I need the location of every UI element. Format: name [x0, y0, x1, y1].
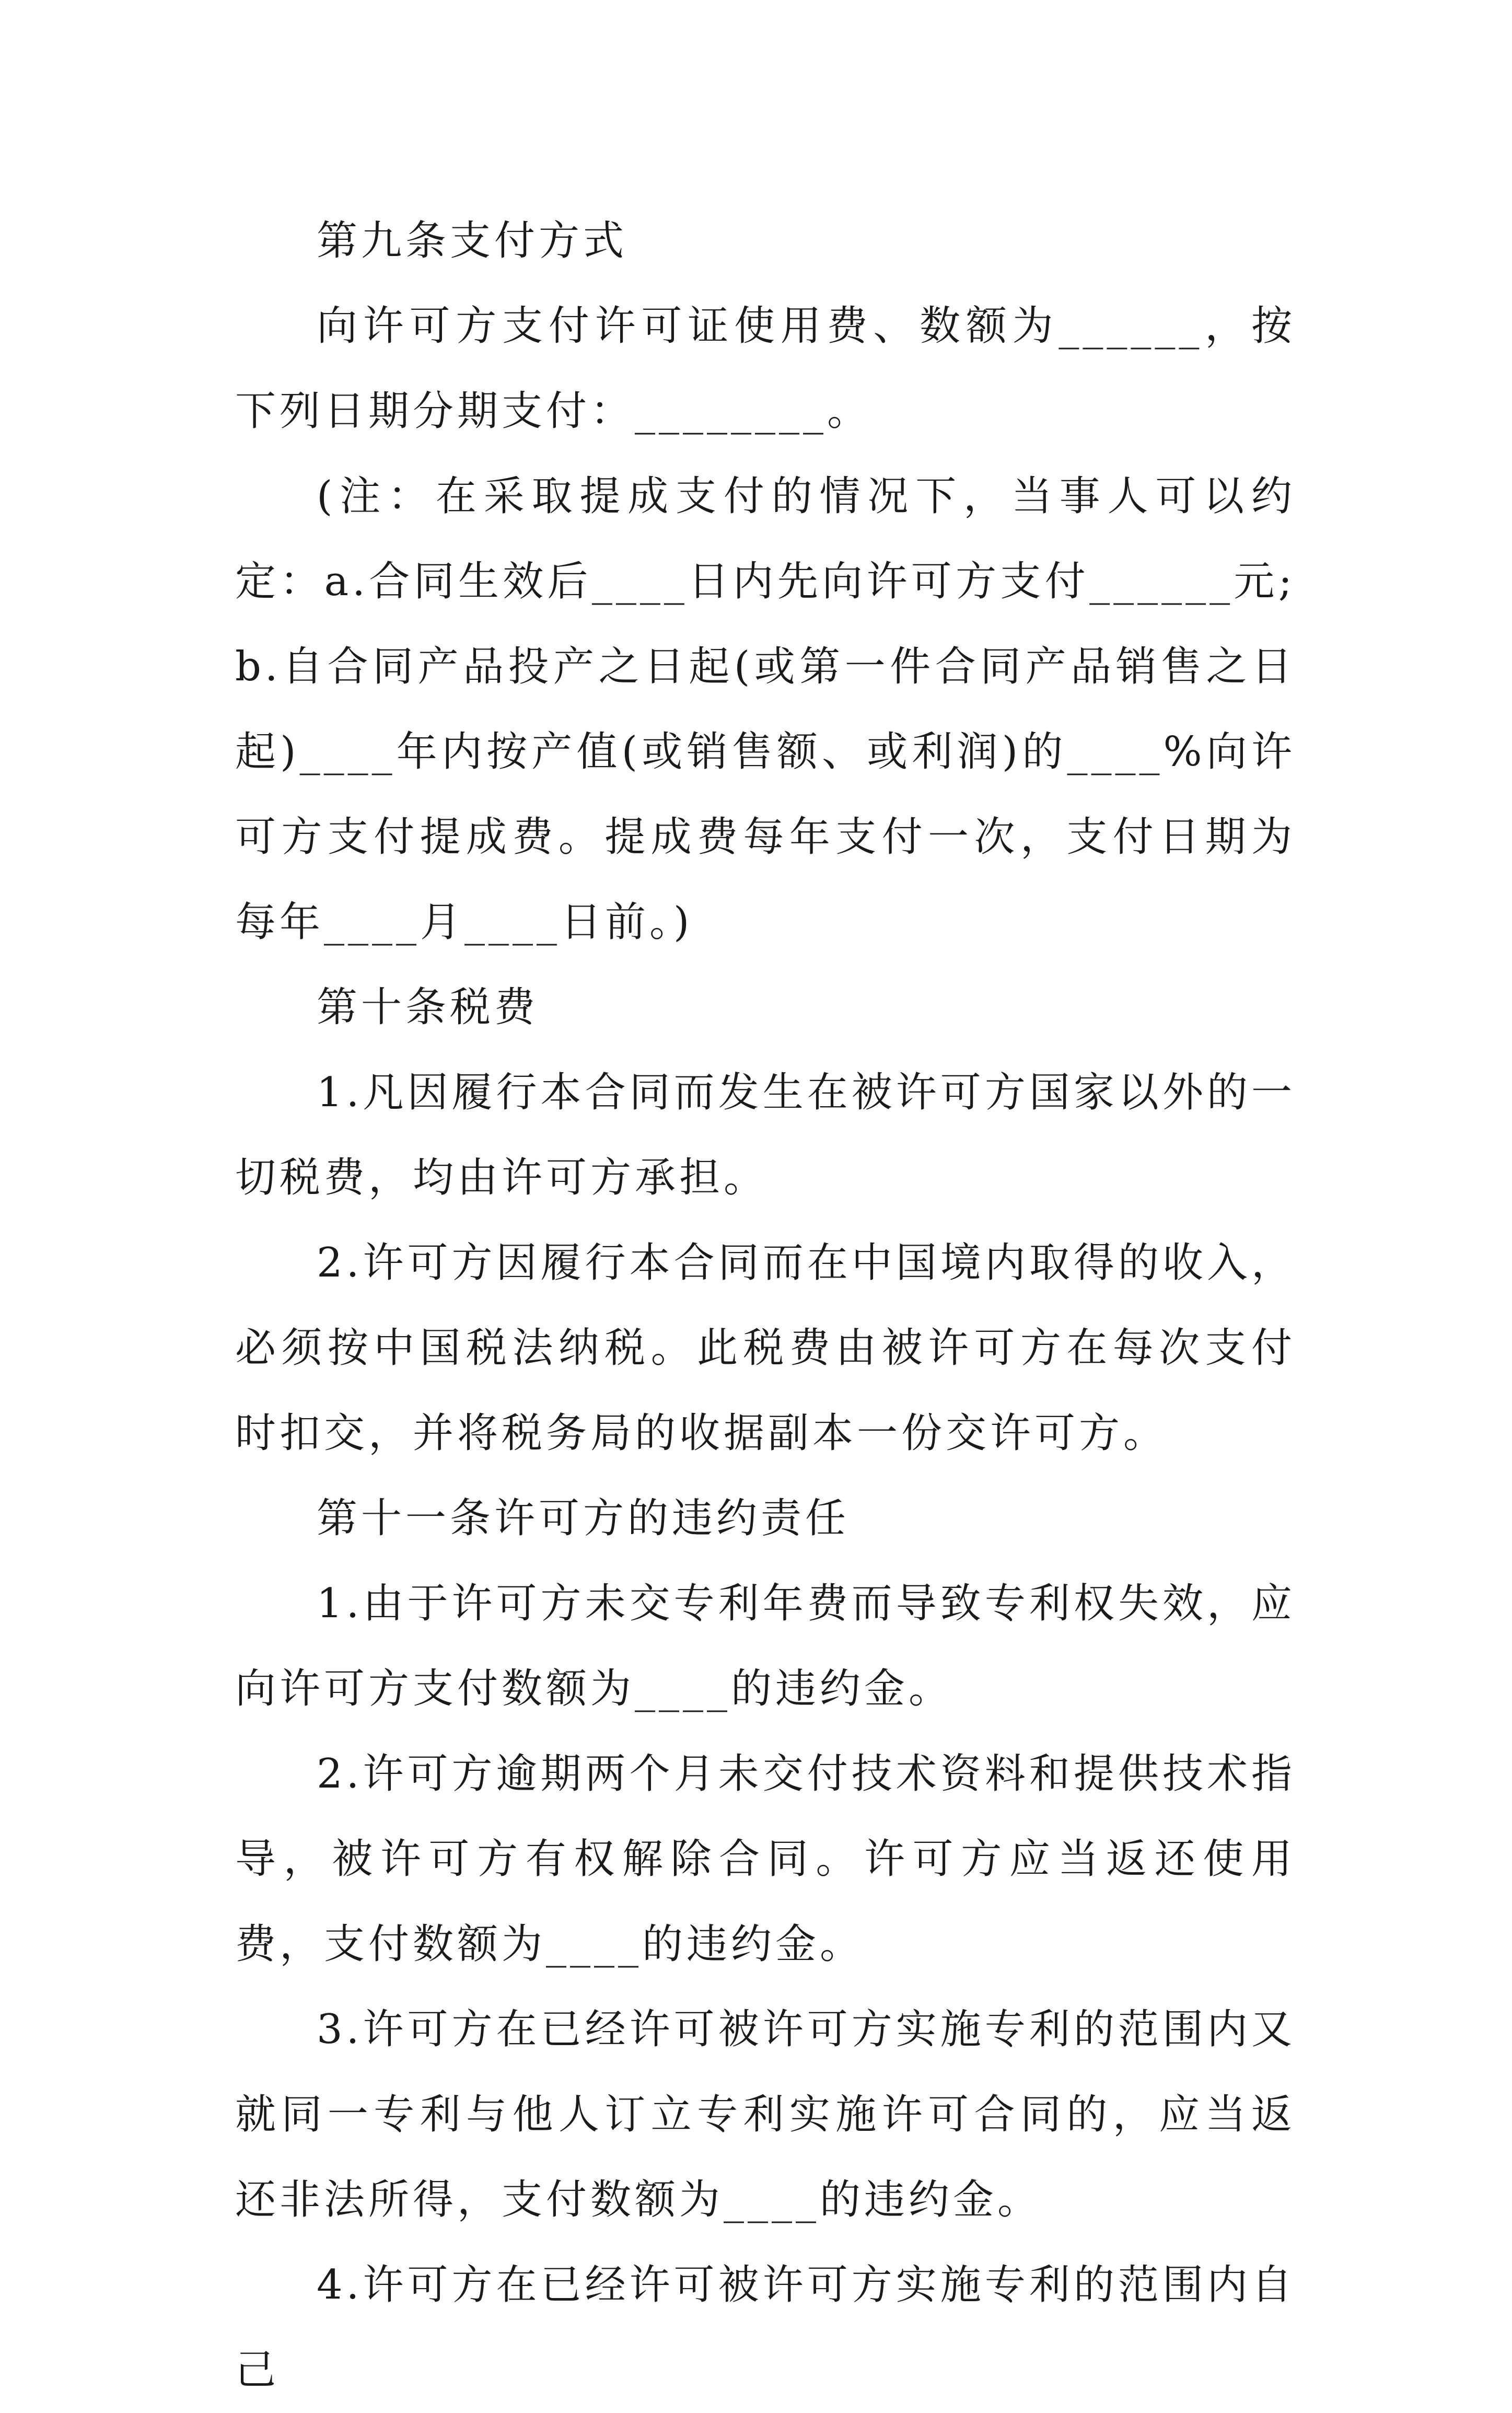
tax-clause-2: 2.许可方因履行本合同而在中国境内取得的收入，必须按中国税法纳税。此税费由被许可方在每次支付时扣交，并将税务局的收据副本一份交许可方。	[235, 1239, 1296, 1457]
article-11-heading: 第十一条许可方的违约责任	[317, 1495, 850, 1542]
article-9-heading: 第九条支付方式	[317, 217, 628, 264]
liability-clause-3: 3.许可方在已经许可被许可方实施专利的范围内又就同一专利与他人订立专利实施许可合同的，应当返还非法所得，支付数额为____的违约金。	[235, 2006, 1296, 2223]
tax-clause-1: 1.凡因履行本合同而发生在被许可方国家以外的一切税费，均由许可方承担。	[235, 1069, 1296, 1201]
royalty-note: (注：在采取提成支付的情况下，当事人可以约定：a.合同生效后____日内先向许可方支付______元;b.自合同产品投产之日起(或第一件合同产品销售之日起)____年内按产值(或销售额、或利润)的____%向许可方支付提成费。提成费每年支付一次，支付日期为每年____月____日前。)	[235, 473, 1296, 946]
liability-clause-4: 4.许可方在已经许可被许可方实施专利的范围内自己	[235, 2261, 1296, 2394]
article-10-heading: 第十条税费	[317, 984, 539, 1031]
liability-clause-2: 2.许可方逾期两个月未交付技术资料和提供技术指导，被许可方有权解除合同。许可方应当返还使用费，支付数额为____的违约金。	[235, 1750, 1296, 1968]
liability-clause-1: 1.由于许可方未交专利年费而导致专利权失效，应向许可方支付数额为____的违约金。	[235, 1580, 1296, 1712]
payment-clause: 向许可方支付许可证使用费、数额为______，按下列日期分期支付：________。	[235, 303, 1296, 435]
document-body	[235, 199, 1296, 2413]
